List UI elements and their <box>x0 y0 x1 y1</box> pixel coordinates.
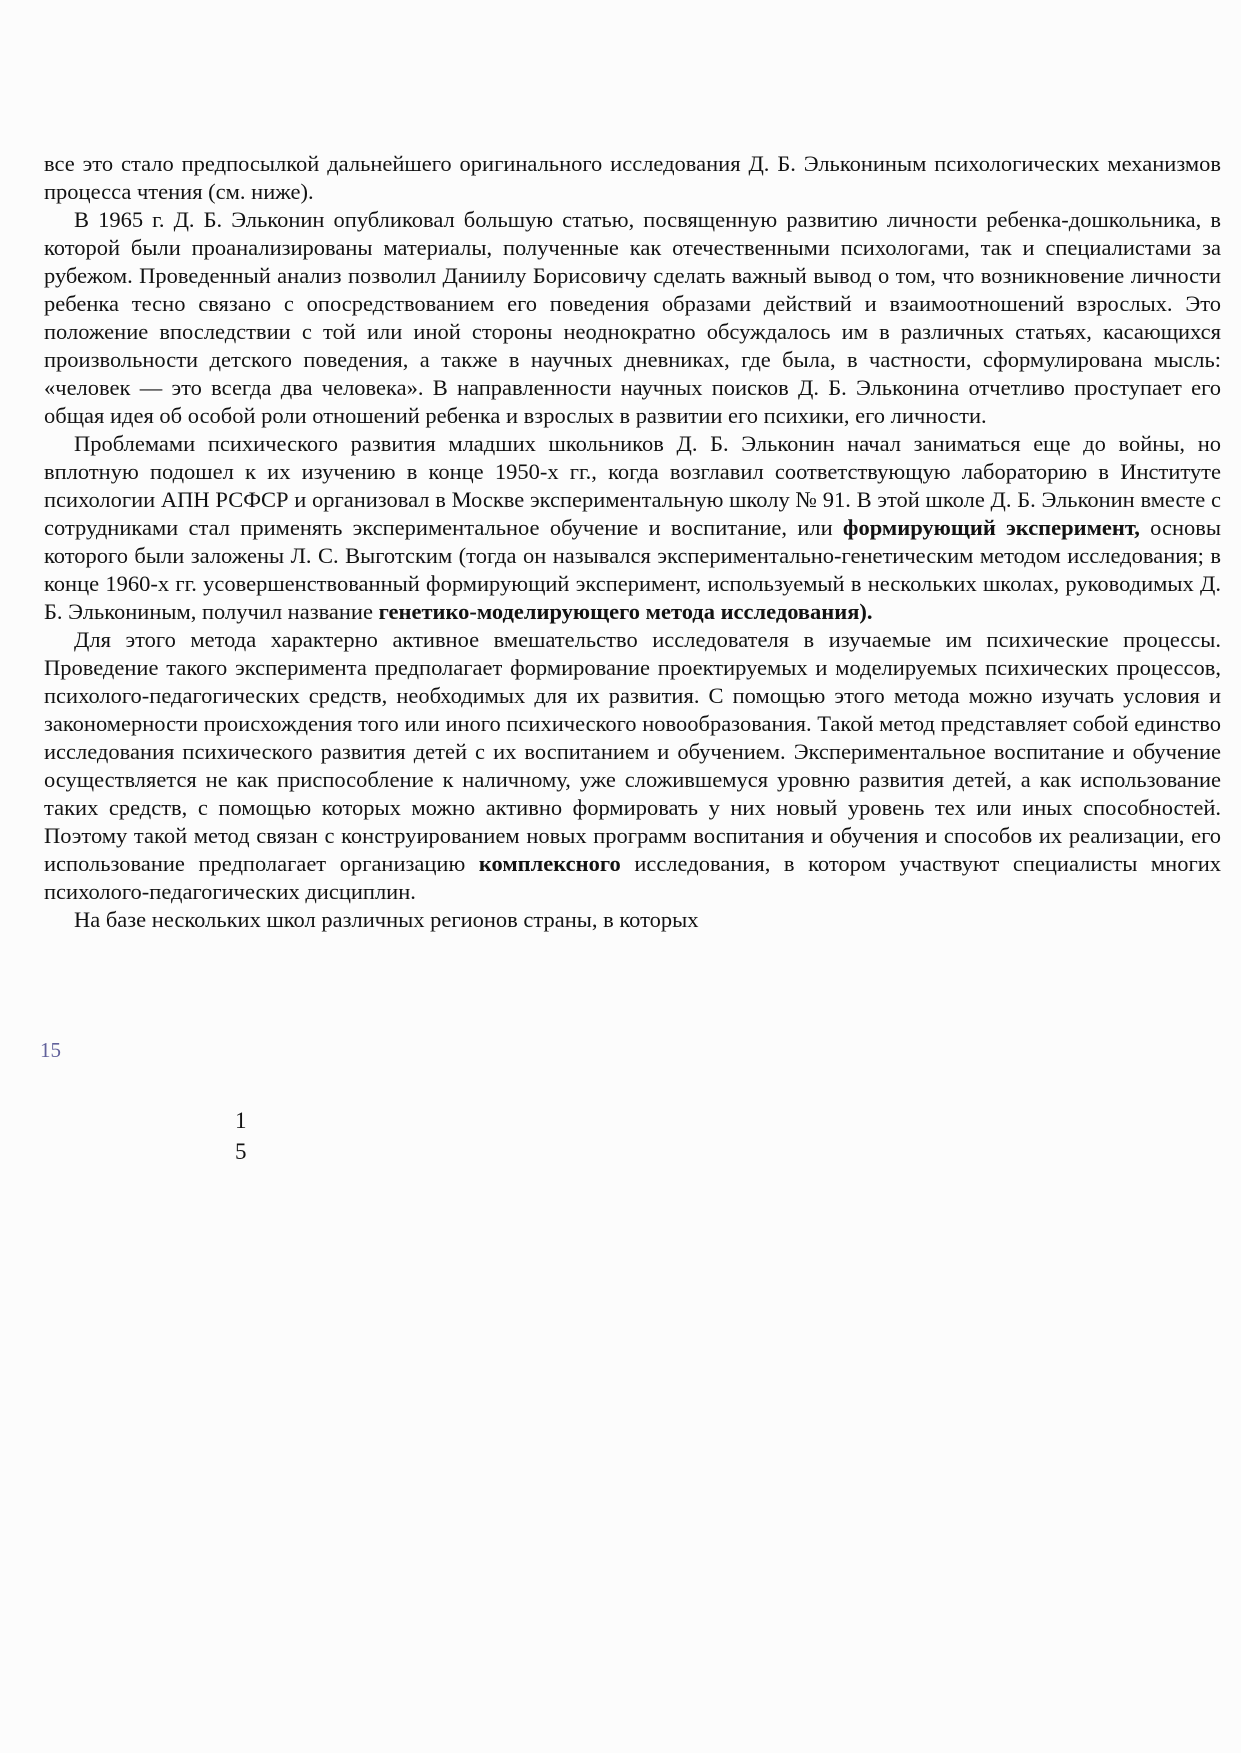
bold-term: генетико-моделирующего метода исследования). <box>378 599 873 624</box>
article-text <box>44 150 1221 934</box>
text-run: исследования, в котором участвуют специалисты многих психолого-педагогических дисциплин. <box>44 851 1221 904</box>
paragraph <box>44 206 1221 430</box>
stray-digit-1: 1 <box>235 1108 247 1133</box>
bold-term: комплексного <box>478 851 621 876</box>
paragraph <box>44 906 1221 934</box>
text-run: На базе нескольких школ различных регионов страны, в которых <box>74 907 699 932</box>
bold-term: формирующий эксперимент, <box>842 515 1140 540</box>
paragraph <box>44 626 1221 906</box>
stray-digits <box>235 1105 247 1167</box>
text-run: В 1965 г. Д. Б. Эльконин опубликовал большую статью, посвященную развитию личности ребенка-дошкольника, в которой были проанализированы материалы, полученные как отечественными психологами, так и специалистами за рубежом. Проведенный анализ позволил Даниилу Борисовичу сделать важный вывод о том, что возникновение личности ребенка тесно связано с опосредствованием его поведения образами действий и взаимоотношений взрослых. Это положение впоследствии с той или иной стороны неоднократно обсуждалось им в различных статьях, касающихся произвольности детского поведения, а также в научных дневниках, где была, в частности, сформулирована мысль: «человек — это всегда два человека». В направленности научных поисков Д. Б. Эльконина отчетливо проступает его общая идея об особой роли отношений ребенка и взрослых в развитии его психики, его личности. <box>44 207 1221 428</box>
text-run: основы которого были заложены Л. С. Выготским (тогда он назывался экспериментально-генетическим методом исследования; в конце 1960-х гг. усовершенствованный формирующий эксперимент, используемый в нескольких школах, руководимых Д. Б. Элькониным, получил название <box>44 515 1221 624</box>
paragraph <box>44 430 1221 626</box>
stray-digit-2: 5 <box>235 1139 247 1164</box>
page-number: 15 <box>40 1038 61 1062</box>
text-run: все это стало предпосылкой дальнейшего оригинального исследования Д. Б. Элькониным психологических механизмов процесса чтения (см. ниже). <box>44 151 1221 204</box>
text-run: Для этого метода характерно активное вмешательство исследователя в изучаемые им психические процессы. Проведение такого эксперимента предполагает формирование проектируемых и моделируемых психических процессов, психолого-педагогических средств, необходимых для их развития. С помощью этого метода можно изучать условия и закономерности происхождения того или иного психического новообразования. Такой метод представляет собой единство исследования психического развития детей с их воспитанием и обучением. Экспериментальное воспитание и обучение осуществляется не как приспособление к наличному, уже сложившемуся уровню развития детей, а как использование таких средств, с помощью которых можно активно формировать у них новый уровень тех или иных способностей. Поэтому такой метод связан с конструированием новых программ воспитания и обучения и способов их реализации, его использование предполагает организацию <box>44 627 1221 876</box>
text-run: Проблемами психического развития младших школьников Д. Б. Эльконин начал заниматься еще до войны, но вплотную подошел к их изучению в конце 1950-х гг., когда возглавил соответствующую лабораторию в Институте психологии АПН РСФСР и организовал в Москве экспериментальную школу № 91. В этой школе Д. Б. Эльконин вместе с сотрудниками стал применять экспериментальное обучение и воспитание, или <box>44 431 1221 540</box>
paragraph <box>44 150 1221 206</box>
